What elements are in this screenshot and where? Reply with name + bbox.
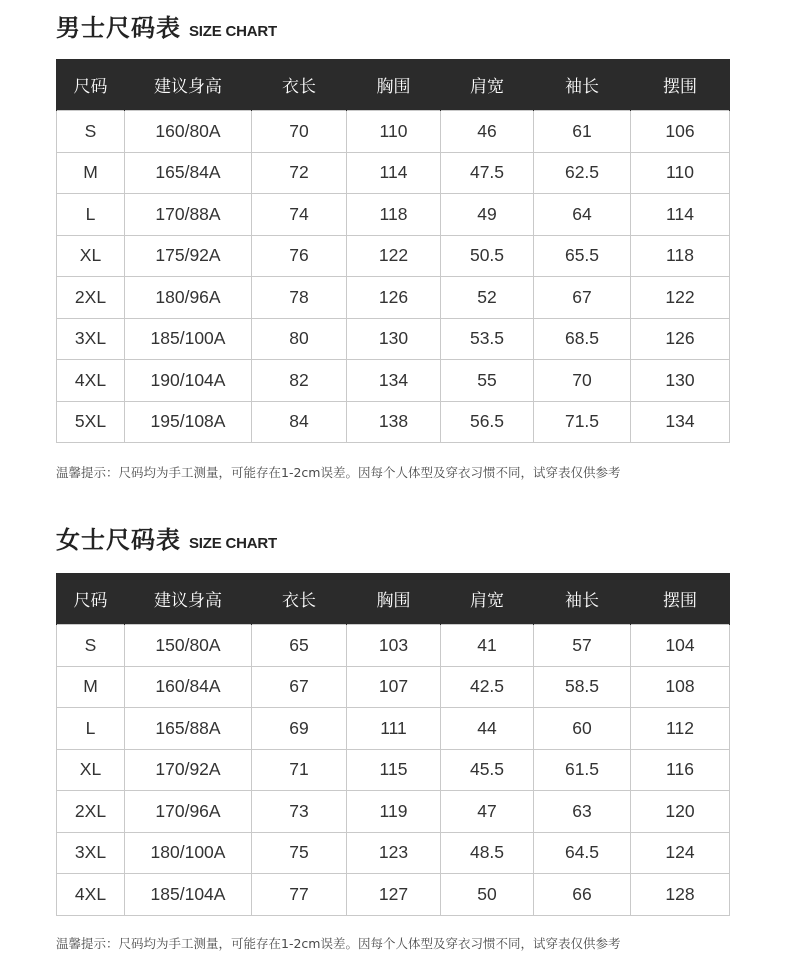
table-cell: 123 xyxy=(347,832,441,874)
men-header-cell: 建议身高 xyxy=(125,59,252,111)
table-cell: 195/108A xyxy=(125,401,252,443)
table-cell: 170/92A xyxy=(125,749,252,791)
table-cell: 122 xyxy=(347,235,441,277)
table-row xyxy=(57,791,730,833)
table-cell: 126 xyxy=(631,318,730,360)
table-cell: 48.5 xyxy=(441,832,534,874)
table-cell: 47 xyxy=(441,791,534,833)
women-title-en: SIZE CHART xyxy=(189,535,278,552)
table-cell: 77 xyxy=(252,874,347,916)
table-cell: 62.5 xyxy=(534,152,631,194)
table-cell: 119 xyxy=(347,791,441,833)
table-cell: 50.5 xyxy=(441,235,534,277)
women-header-cell: 袖长 xyxy=(534,573,631,625)
table-cell: 66 xyxy=(534,874,631,916)
table-cell: 127 xyxy=(347,874,441,916)
table-cell: 78 xyxy=(252,277,347,319)
table-cell: 130 xyxy=(631,360,730,402)
table-cell: 65 xyxy=(252,625,347,667)
table-cell: 170/96A xyxy=(125,791,252,833)
table-row xyxy=(57,749,730,791)
table-cell: 47.5 xyxy=(441,152,534,194)
table-cell: 5XL xyxy=(57,401,125,443)
table-cell: 3XL xyxy=(57,318,125,360)
women-size-note: 温馨提示：尺码均为手工测量，可能存在1-2cm误差。因每个人体型及穿衣习惯不同，试穿表仅供参考 xyxy=(56,936,621,951)
table-cell: 55 xyxy=(441,360,534,402)
table-cell: L xyxy=(57,194,125,236)
table-cell: 114 xyxy=(631,194,730,236)
table-cell: 67 xyxy=(534,277,631,319)
table-cell: 61.5 xyxy=(534,749,631,791)
women-header-cell: 肩宽 xyxy=(441,573,534,625)
table-cell: 76 xyxy=(252,235,347,277)
table-cell: 115 xyxy=(347,749,441,791)
table-cell: 42.5 xyxy=(441,666,534,708)
men-size-note: 温馨提示：尺码均为手工测量，可能存在1-2cm误差。因每个人体型及穿衣习惯不同，试穿表仅供参考 xyxy=(56,465,621,480)
table-cell: 80 xyxy=(252,318,347,360)
women-header-cell: 建议身高 xyxy=(125,573,252,625)
table-cell: 130 xyxy=(347,318,441,360)
table-cell: 73 xyxy=(252,791,347,833)
table-cell: 124 xyxy=(631,832,730,874)
table-cell: 150/80A xyxy=(125,625,252,667)
table-cell: 50 xyxy=(441,874,534,916)
table-cell: 74 xyxy=(252,194,347,236)
table-cell: 165/88A xyxy=(125,708,252,750)
men-header-cell: 胸围 xyxy=(347,59,441,111)
table-cell: 165/84A xyxy=(125,152,252,194)
table-row xyxy=(57,152,730,194)
table-cell: 110 xyxy=(347,111,441,153)
table-cell: S xyxy=(57,111,125,153)
men-header-cell: 尺码 xyxy=(57,59,125,111)
table-cell: 2XL xyxy=(57,277,125,319)
table-cell: 160/80A xyxy=(125,111,252,153)
table-cell: L xyxy=(57,708,125,750)
table-cell: 52 xyxy=(441,277,534,319)
table-cell: 41 xyxy=(441,625,534,667)
table-cell: 134 xyxy=(347,360,441,402)
table-cell: 180/96A xyxy=(125,277,252,319)
table-cell: 122 xyxy=(631,277,730,319)
table-cell: XL xyxy=(57,235,125,277)
table-cell: 134 xyxy=(631,401,730,443)
table-cell: 160/84A xyxy=(125,666,252,708)
women-header-cell: 尺码 xyxy=(57,573,125,625)
women-header-cell: 衣长 xyxy=(252,573,347,625)
women-header-cell: 胸围 xyxy=(347,573,441,625)
table-cell: 118 xyxy=(347,194,441,236)
table-cell: 114 xyxy=(347,152,441,194)
men-header-cell: 摆围 xyxy=(631,59,730,111)
table-cell: 103 xyxy=(347,625,441,667)
men-header-cell: 袖长 xyxy=(534,59,631,111)
table-cell: 70 xyxy=(252,111,347,153)
table-cell: 170/88A xyxy=(125,194,252,236)
table-cell: 45.5 xyxy=(441,749,534,791)
women-size-chart-heading xyxy=(56,520,277,560)
table-cell: 3XL xyxy=(57,832,125,874)
women-header-row xyxy=(57,573,730,625)
table-cell: 82 xyxy=(252,360,347,402)
table-row xyxy=(57,666,730,708)
table-cell: 84 xyxy=(252,401,347,443)
men-size-chart-heading xyxy=(56,8,277,48)
table-cell: 57 xyxy=(534,625,631,667)
table-cell: 61 xyxy=(534,111,631,153)
table-row xyxy=(57,360,730,402)
table-cell: 67 xyxy=(252,666,347,708)
table-cell: 185/104A xyxy=(125,874,252,916)
table-cell: 56.5 xyxy=(441,401,534,443)
table-cell: 71 xyxy=(252,749,347,791)
table-cell: 138 xyxy=(347,401,441,443)
table-row xyxy=(57,318,730,360)
table-cell: 4XL xyxy=(57,360,125,402)
table-cell: 46 xyxy=(441,111,534,153)
table-cell: 108 xyxy=(631,666,730,708)
table-row xyxy=(57,277,730,319)
table-cell: 107 xyxy=(347,666,441,708)
table-cell: 53.5 xyxy=(441,318,534,360)
table-cell: 118 xyxy=(631,235,730,277)
men-header-cell: 衣长 xyxy=(252,59,347,111)
table-cell: 71.5 xyxy=(534,401,631,443)
table-cell: 185/100A xyxy=(125,318,252,360)
table-cell: 128 xyxy=(631,874,730,916)
men-title-en: SIZE CHART xyxy=(189,23,278,40)
table-cell: 44 xyxy=(441,708,534,750)
table-cell: 104 xyxy=(631,625,730,667)
women-title-cn: 女士尺码表 xyxy=(56,526,181,554)
women-table-body xyxy=(57,625,730,916)
table-cell: 190/104A xyxy=(125,360,252,402)
table-cell: XL xyxy=(57,749,125,791)
table-row xyxy=(57,401,730,443)
table-cell: S xyxy=(57,625,125,667)
table-cell: 49 xyxy=(441,194,534,236)
table-cell: 111 xyxy=(347,708,441,750)
table-cell: 110 xyxy=(631,152,730,194)
men-header-cell: 肩宽 xyxy=(441,59,534,111)
table-cell: 120 xyxy=(631,791,730,833)
table-cell: 64 xyxy=(534,194,631,236)
table-cell: 64.5 xyxy=(534,832,631,874)
table-row xyxy=(57,235,730,277)
table-cell: 126 xyxy=(347,277,441,319)
men-table-body xyxy=(57,111,730,443)
table-cell: 69 xyxy=(252,708,347,750)
table-cell: 68.5 xyxy=(534,318,631,360)
table-cell: 180/100A xyxy=(125,832,252,874)
table-cell: 72 xyxy=(252,152,347,194)
table-cell: 175/92A xyxy=(125,235,252,277)
table-cell: 75 xyxy=(252,832,347,874)
women-size-table xyxy=(56,573,730,916)
table-cell: 60 xyxy=(534,708,631,750)
women-header-cell: 摆围 xyxy=(631,573,730,625)
table-cell: 112 xyxy=(631,708,730,750)
table-cell: 58.5 xyxy=(534,666,631,708)
table-cell: 106 xyxy=(631,111,730,153)
table-cell: M xyxy=(57,666,125,708)
table-cell: 116 xyxy=(631,749,730,791)
table-row xyxy=(57,111,730,153)
table-cell: 2XL xyxy=(57,791,125,833)
table-row xyxy=(57,832,730,874)
table-row xyxy=(57,625,730,667)
table-cell: 4XL xyxy=(57,874,125,916)
table-row xyxy=(57,708,730,750)
table-cell: 70 xyxy=(534,360,631,402)
table-cell: 63 xyxy=(534,791,631,833)
table-cell: M xyxy=(57,152,125,194)
men-size-table xyxy=(56,59,730,443)
table-row xyxy=(57,874,730,916)
men-title-cn: 男士尺码表 xyxy=(56,14,181,42)
table-cell: 65.5 xyxy=(534,235,631,277)
table-row xyxy=(57,194,730,236)
men-header-row xyxy=(57,59,730,111)
